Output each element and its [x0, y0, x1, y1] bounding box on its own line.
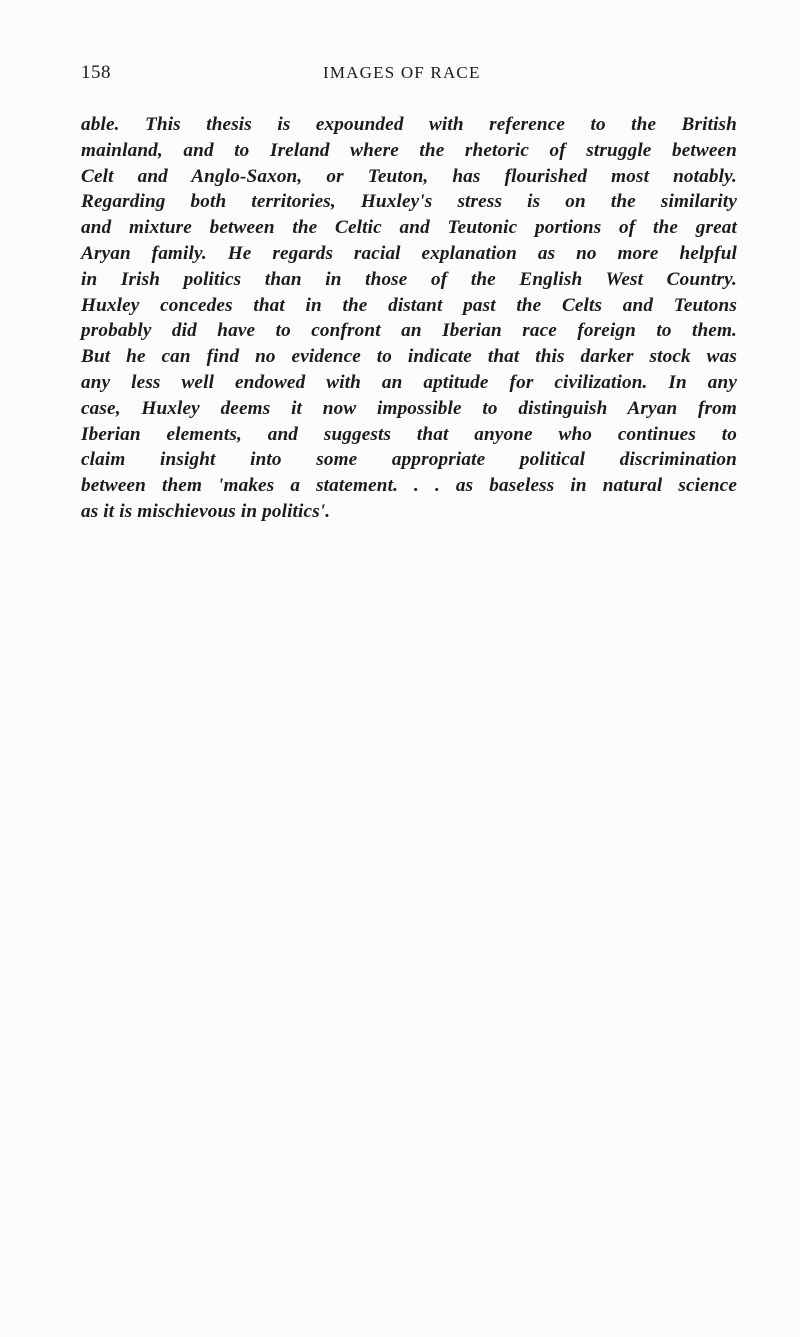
text-line: in Irish politics than in those of the English West Country. [81, 268, 737, 290]
text-line: as it is mischievous in politics'. [81, 500, 331, 522]
body-paragraph [81, 112, 737, 525]
text-line: between them 'makes a statement. . . as baseless in natural science [81, 475, 737, 497]
text-line: any less well endowed with an aptitude for civilization. In any [81, 371, 737, 393]
text-line: Celt and Anglo-Saxon, or Teuton, has flourished most notably. [81, 165, 737, 187]
text-line: Huxley concedes that in the distant past the Celts and Teutons [81, 294, 737, 316]
text-line: Aryan family. He regards racial explanation as no more helpful [81, 242, 737, 264]
text-line: able. This thesis is expounded with reference to the British [81, 114, 737, 135]
page-number: 158 [81, 62, 111, 83]
running-head [81, 62, 741, 86]
text-line: mainland, and to Ireland where the rhetoric of struggle between [81, 139, 737, 161]
text-line: claim insight into some appropriate political discrimination [81, 449, 737, 471]
text-line: and mixture between the Celtic and Teutonic portions of the great [81, 217, 737, 239]
text-line: But he can find no evidence to indicate that this darker stock was [81, 346, 737, 368]
text-line: case, Huxley deems it now impossible to distinguish Aryan from [81, 397, 737, 419]
text-line: Regarding both territories, Huxley's stress is on the similarity [81, 191, 737, 213]
text-line: Iberian elements, and suggests that anyone who continues to [81, 423, 737, 445]
running-title: IMAGES OF RACE [323, 63, 481, 82]
text-line: probably did have to confront an Iberian race foreign to them. [81, 320, 737, 342]
